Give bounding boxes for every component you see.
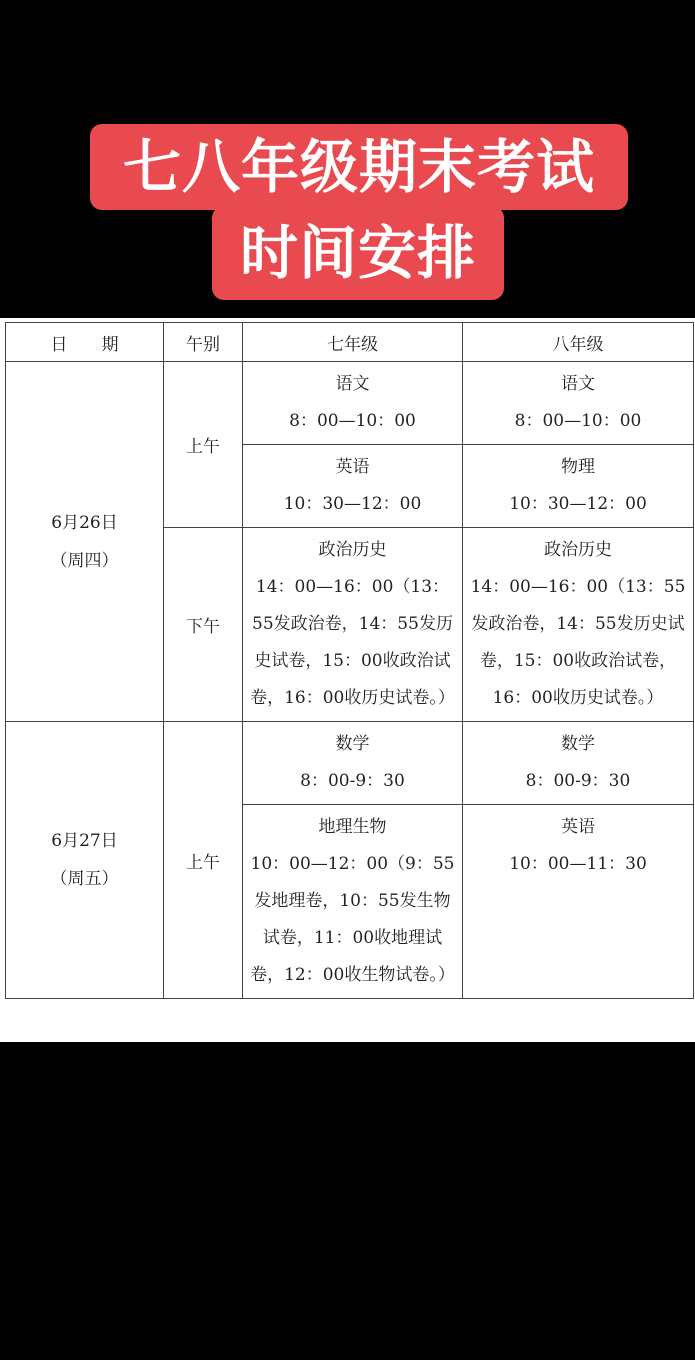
table-row — [6, 362, 694, 445]
subject: 物理 — [561, 457, 595, 477]
day1-slot3-g8 — [463, 528, 694, 722]
day1-slot2-g8 — [463, 445, 694, 528]
day2-date-cell — [6, 722, 164, 999]
schedule-sheet — [0, 318, 695, 1042]
title-line2: 时间安排 — [239, 219, 476, 287]
header-date: 日 期 — [6, 323, 164, 362]
subject: 语文 — [335, 374, 370, 394]
subject: 英语 — [335, 457, 370, 477]
time: 10：30—12：00 — [509, 494, 647, 514]
title-line1: 七八年级期末考试 — [122, 133, 595, 201]
day1-slot2-g7 — [243, 445, 463, 528]
day2-slot2-g7 — [243, 805, 463, 999]
day2-slot2-g8 — [463, 805, 694, 999]
day1-date: 6月26日 — [51, 512, 118, 533]
time: 8：00-9：30 — [300, 771, 405, 791]
day1-slot3-g7 — [243, 528, 463, 722]
subject: 英语 — [561, 817, 595, 837]
day1-am-label: 上午 — [164, 362, 243, 528]
table-header-row — [6, 323, 694, 362]
day1-slot1-g7 — [243, 362, 463, 445]
table-row — [6, 722, 694, 805]
detail: 14：00—16：00（13：55发政治卷，14：55发历史试卷，15：00收政治试卷，16：00收历史试卷。） — [250, 577, 455, 708]
day1-pm-label: 下午 — [164, 528, 243, 722]
day1-slot1-g8 — [463, 362, 694, 445]
day1-date-cell — [6, 362, 164, 722]
time: 8：00-9：30 — [525, 771, 631, 791]
day2-date: 6月27日 — [51, 831, 118, 851]
subject: 数学 — [561, 734, 595, 754]
detail: 10：00—12：00（9：55发地理卷，10：55发生物试卷，11：00收地理试卷，12：00收生物试卷。） — [250, 854, 455, 985]
time: 10：00—11：30 — [509, 854, 647, 874]
day1-weekday: （周四） — [50, 550, 119, 571]
subject: 语文 — [561, 374, 595, 394]
day2-am-label: 上午 — [164, 722, 243, 999]
time: 10：30—12：00 — [283, 494, 422, 514]
subject: 地理生物 — [318, 817, 387, 837]
detail: 14：00—16：00（13：55发政治卷，14：55发历史试卷，15：00收政治试卷，16：00收历史试卷。） — [470, 577, 686, 708]
day2-slot1-g7 — [243, 722, 463, 805]
exam-schedule-table — [5, 322, 694, 999]
time: 8：00—10：00 — [289, 411, 416, 431]
subject: 政治历史 — [318, 540, 387, 560]
subject: 数学 — [335, 734, 370, 754]
header-grade8: 八年级 — [463, 323, 694, 362]
day2-weekday: （周五） — [50, 869, 119, 889]
time: 8：00—10：00 — [514, 411, 642, 431]
subject: 政治历史 — [544, 540, 612, 560]
header-period: 午别 — [164, 323, 243, 362]
day2-slot1-g8 — [463, 722, 694, 805]
header-grade7: 七年级 — [243, 323, 463, 362]
